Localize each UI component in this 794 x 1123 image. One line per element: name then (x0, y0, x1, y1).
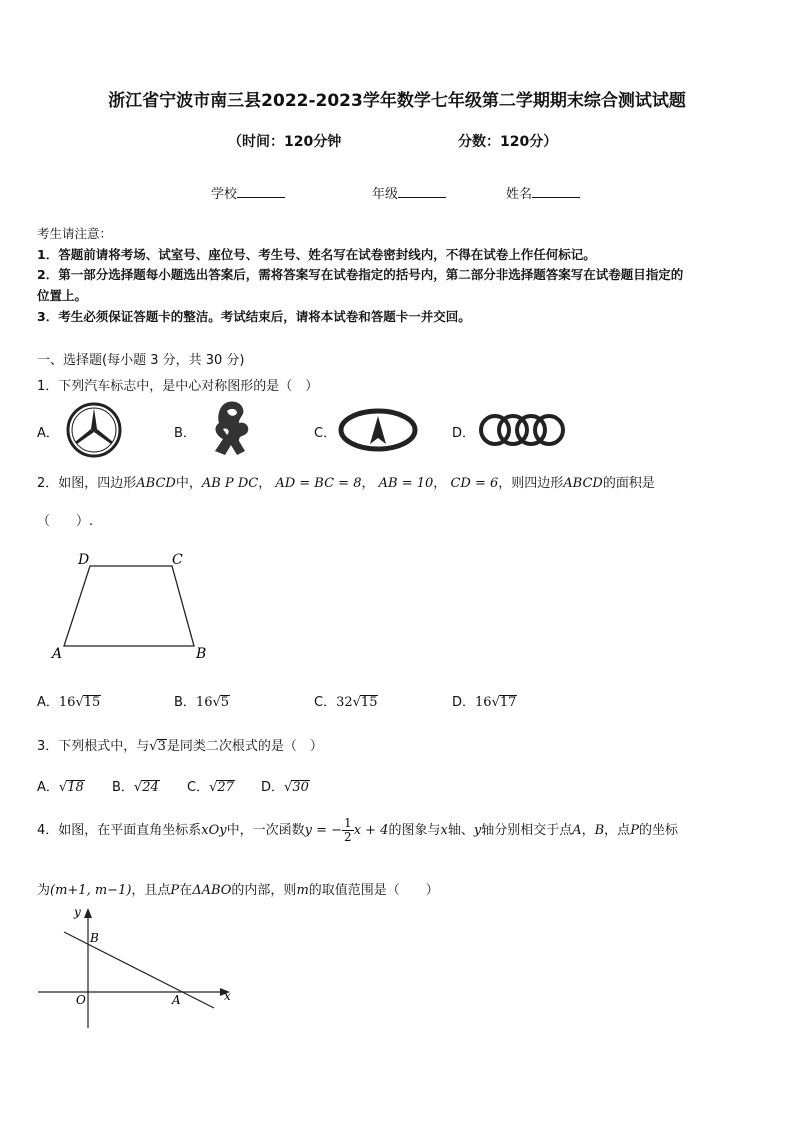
option-coef: 32 (336, 695, 353, 710)
q4-triangle: ΔABO (192, 883, 232, 898)
q4-coordinate-figure (34, 904, 244, 1032)
option-coef: 16 (195, 695, 213, 710)
q4-coord: (m+1, m−1) (50, 883, 132, 898)
origin-label: O (76, 993, 86, 1007)
q2-label-b: B (196, 646, 207, 662)
q4-fn-lhs: y = − (304, 823, 343, 838)
option-label: D． (452, 695, 476, 710)
point-b-label: B (90, 931, 99, 945)
q3-suffix: 是同类二次根式的是（ ） (166, 739, 323, 754)
q4-x-var: x (440, 823, 448, 838)
notes-heading: 考生请注意： (37, 226, 113, 241)
q2-suffix: ，则四边形 (498, 476, 564, 491)
q2-option-b: B．16√5 (174, 695, 230, 710)
q4-text: 的内部，则 (231, 883, 297, 898)
q2-eq2: AB = 10 (378, 476, 434, 491)
q4-fn-rhs: x + 4 (353, 823, 389, 838)
name-label: 姓名 (506, 187, 533, 202)
q3-text: 3．下列根式中，与√3是同类二次根式的是（ ） (37, 739, 323, 754)
audi-logo-icon (478, 412, 566, 448)
school-label: 学校 (211, 187, 238, 202)
grade-label: 年级 (372, 187, 399, 202)
q2-comma: ， (258, 476, 272, 491)
option-label: A． (37, 780, 59, 795)
option-radicand: 15 (360, 695, 378, 710)
q3-prefix: 3．下列根式中，与 (37, 739, 150, 754)
frac-denominator: 2 (344, 830, 352, 844)
frac-numerator: 1 (344, 816, 352, 830)
q4-point: P (170, 883, 180, 898)
option-label: B． (174, 695, 196, 710)
option-label: B． (112, 780, 134, 795)
q2-option-a: A．16√15 (37, 695, 101, 710)
q2-eq1: AD = BC = 8 (275, 476, 362, 491)
name-blank[interactable] (532, 185, 580, 198)
option-coef: 16 (58, 695, 76, 710)
q2-eq3: CD = 6 (450, 476, 499, 491)
mercedes-logo-icon (64, 402, 124, 458)
q2-quad: ABCD (563, 476, 603, 491)
exam-title: 浙江省宁波市南三县2022-2023学年数学七年级第二学期期末综合测试试题 (108, 91, 686, 111)
note-2-cont: 位置上。 (37, 288, 88, 303)
q4-prefix: 4．如图，在平面直角坐标系 (37, 823, 202, 838)
q2-label-a: A (52, 646, 63, 662)
option-coef: 16 (475, 695, 492, 710)
school-blank[interactable] (237, 185, 285, 198)
option-label: C． (187, 780, 210, 795)
q2-trapezoid-figure (46, 548, 216, 664)
q4-text: 的图象与 (388, 823, 441, 838)
q3-option-c: C．√27 (187, 780, 234, 795)
q4-text: 的坐标 (638, 823, 678, 838)
grade-blank[interactable] (398, 185, 446, 198)
note-1: 1．答题前请将考场、试室号、座位号、考生号、姓名写在试卷密封线内，不得在试卷上作任何标记。 (37, 247, 596, 262)
q4-text-line1 (37, 817, 678, 844)
q1-option-a-label: A． (37, 426, 59, 441)
q2-comma: ， (433, 476, 447, 491)
q2-prefix: 2．如图，四边形 (37, 476, 137, 491)
option-label: C． (314, 695, 337, 710)
y-axis-arrow (84, 908, 92, 918)
q2-label-c: C (172, 552, 183, 568)
q1-text: 1．下列汽车标志中，是中心对称图形的是（ ） (37, 379, 319, 394)
q4-text: 轴、 (447, 823, 474, 838)
q4-point: B (594, 823, 605, 838)
note-2: 2．第一部分选择题每小题选出答案后，需将答案写在试卷指定的括号内，第二部分非选择题答案写在试卷题目指定的 (37, 267, 684, 282)
option-label: D． (261, 780, 285, 795)
q2-parallel: AB P DC (201, 476, 259, 491)
section-title: 一、选择题(每小题 3 分，共 30 分) (37, 353, 245, 368)
q2-suffix: 的面积是 (602, 476, 655, 491)
q4-point: A (572, 823, 582, 838)
q3-option-d: D．√30 (261, 780, 309, 795)
q4-fraction (342, 817, 354, 844)
option-radicand: 5 (220, 695, 230, 710)
option-radicand: 27 (217, 780, 234, 795)
q2-quad: ABCD (136, 476, 176, 491)
y-axis-label: y (74, 905, 81, 919)
q4-text: 在 (179, 883, 193, 898)
function-line (64, 932, 214, 1008)
q4-m-var: m (296, 883, 309, 898)
q4-text: 的取值范围是（ ） (308, 883, 439, 898)
q2-mid: 中， (175, 476, 202, 491)
q4-point: P (630, 823, 639, 838)
q4-comma: ， (581, 823, 595, 838)
point-a-label: A (172, 993, 181, 1007)
infiniti-logo-icon (338, 408, 418, 452)
q4-text: 轴分别相交于点 (481, 823, 573, 838)
option-radicand: 30 (292, 780, 309, 795)
q2-label-d: D (78, 552, 90, 568)
q4-text: ，点 (604, 823, 631, 838)
q1-option-d-label: D． (452, 426, 476, 441)
q1-option-c-label: C． (314, 426, 337, 441)
option-radicand: 17 (499, 695, 517, 710)
name-field (506, 183, 580, 202)
peugeot-logo-icon (205, 399, 257, 459)
option-radicand: 24 (142, 780, 159, 795)
school-field (211, 183, 285, 202)
q2-text (37, 472, 655, 491)
note-3: 3．考生必须保证答题卡的整洁。考试结束后，请将本试卷和答题卡一并交回。 (37, 309, 471, 324)
q4-text: ，且点 (131, 883, 171, 898)
q1-option-b-label: B． (174, 426, 196, 441)
q3-option-b: B．√24 (112, 780, 159, 795)
q2-option-c: C．32√15 (314, 695, 378, 710)
x-axis-label: x (224, 989, 231, 1003)
q4-text-line2 (37, 879, 439, 898)
q4-y-var: y (473, 823, 482, 838)
exam-time: （时间：120分钟 (228, 134, 342, 150)
q2-blank: （ ）. (37, 514, 94, 529)
q2-option-d: D．16√17 (452, 695, 517, 710)
option-radicand: 15 (83, 695, 101, 710)
option-radicand: 18 (67, 780, 84, 795)
q2-comma: ， (361, 476, 375, 491)
grade-field (372, 183, 446, 202)
q4-coord-system: xOy (201, 823, 227, 838)
exam-score: 分数：120分） (458, 134, 558, 150)
q4-text: 中，一次函数 (226, 823, 305, 838)
q4-text: 为 (37, 883, 51, 898)
q3-radicand: 3 (157, 739, 166, 754)
q3-option-a: A．√18 (37, 780, 84, 795)
option-label: A． (37, 695, 59, 710)
